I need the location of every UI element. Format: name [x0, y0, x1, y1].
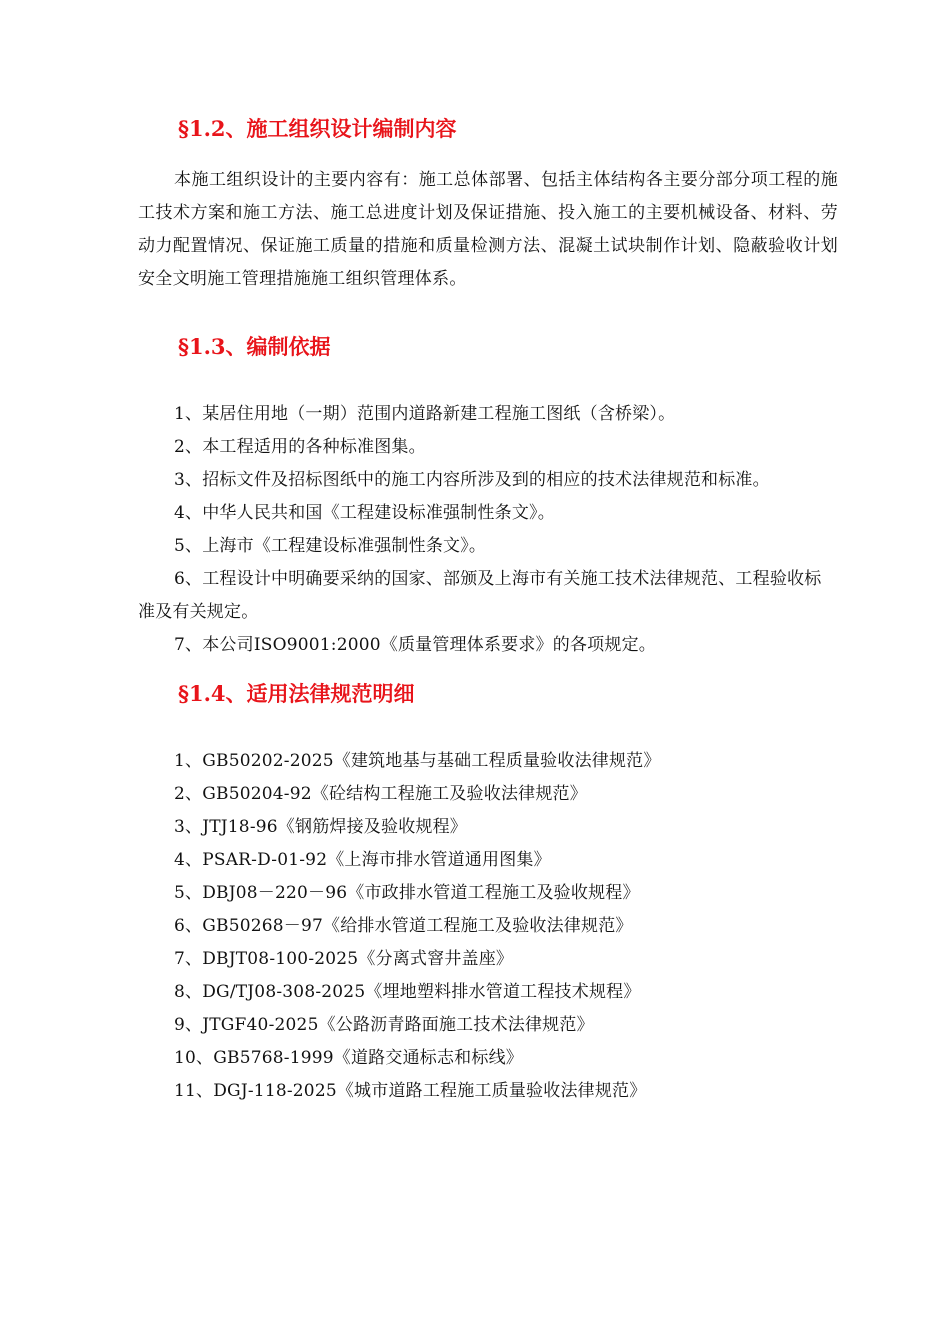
list-item: 9、JTGF40-2025《公路沥青路面施工技术法律规范》	[174, 1015, 594, 1035]
list-item: 7、本公司ISO9001:2000《质量管理体系要求》的各项规定。	[174, 635, 656, 655]
list-item: 7、DBJT08-100-2025《分离式窨井盖座》	[174, 949, 514, 969]
regulations-list	[138, 745, 838, 1108]
list-item: 6、工程设计中明确要采纳的国家、部颁及上海市有关施工技术法律规范、工程验收标准及有关规定。	[138, 569, 822, 622]
list-item: 2、GB50204-92《砼结构工程施工及验收法律规范》	[174, 784, 587, 804]
list-item: 1、GB50202-2025《建筑地基与基础工程质量验收法律规范》	[174, 751, 661, 771]
list-item: 2、本工程适用的各种标准图集。	[174, 437, 426, 457]
list-item: 3、JTJ18-96《钢筋焊接及验收规程》	[174, 817, 467, 837]
section-1-2-heading: §1.2、施工组织设计编制内容	[178, 116, 457, 141]
section-1-2-paragraph: 本施工组织设计的主要内容有：施工总体部署、包括主体结构各主要分部分项工程的施工技术方案和施工方法、施工总进度计划及保证措施、投入施工的主要机械设备、材料、劳动力配置情况、保证施工质量的措施和质量检测方法、混凝土试块制作计划、隐蔽验收计划安全文明施工管理措施施工组织管理体系。	[138, 170, 838, 289]
list-item: 1、某居住用地（一期）范围内道路新建工程施工图纸（含桥梁）。	[174, 404, 676, 424]
section-1-4-heading: §1.4、适用法律规范明细	[178, 681, 415, 706]
basis-list	[138, 398, 838, 662]
list-item: 4、中华人民共和国《工程建设标准强制性条文》。	[174, 503, 555, 523]
list-item: 8、DG/TJ08-308-2025《埋地塑料排水管道工程技术规程》	[174, 982, 641, 1002]
list-item: 4、PSAR-D-01-92《上海市排水管道通用图集》	[174, 850, 551, 870]
list-item: 5、上海市《工程建设标准强制性条文》。	[174, 536, 487, 556]
section-1-3-heading: §1.3、编制依据	[178, 334, 331, 359]
list-item: 11、DGJ-118-2025《城市道路工程施工质量验收法律规范》	[174, 1081, 647, 1101]
list-item: 3、招标文件及招标图纸中的施工内容所涉及到的相应的技术法律规范和标准。	[174, 470, 770, 490]
list-item: 6、GB50268－97《给排水管道工程施工及验收法律规范》	[174, 916, 633, 936]
list-item: 5、DBJ08－220－96《市政排水管道工程施工及验收规程》	[174, 883, 640, 903]
list-item: 10、GB5768-1999《道路交通标志和标线》	[174, 1048, 523, 1068]
